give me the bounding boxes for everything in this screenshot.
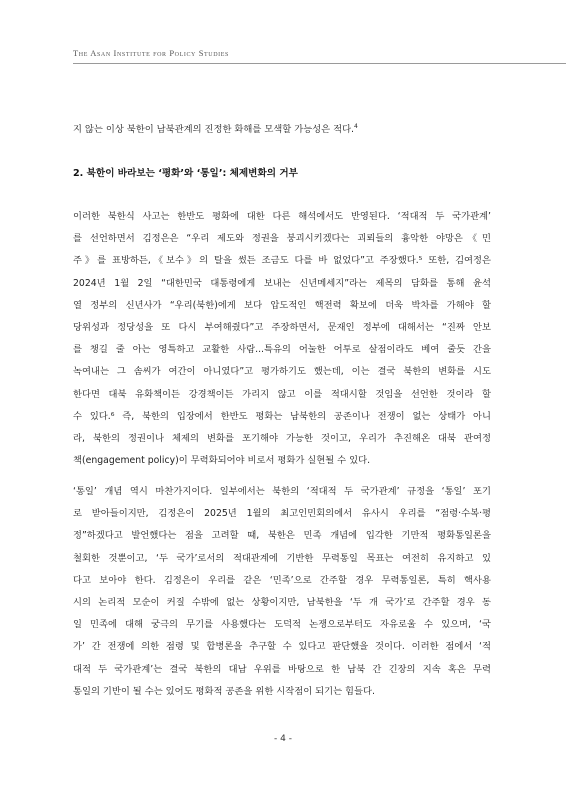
paragraph-2-line: 철회한 것뿐이고, ‘두 국가’로서의 적대관계에 기반한 무력통일 목표는 여전히 유지하고 있: [73, 552, 491, 564]
paragraph-2-line: 일 민족에 대해 궁극의 무기를 사용했다는 도덕적 논쟁으로부터도 자유로울 수 있으며, ‘국: [73, 619, 491, 631]
paragraph-1-line: 당위성과 정당성을 또 다시 부여해줬다”고 주장하면서, 문재인 정부에 대해서는 “진짜 안보: [73, 321, 491, 333]
footnote-ref: 4: [354, 122, 358, 130]
paragraph-1-line: 이러한 북한식 사고는 한반도 평화에 대한 다른 해석에서도 반영된다. ‘적대적 두 국가관계’: [73, 211, 491, 222]
paragraph-1-line: 주》를 표방하든,《보수》의 탈을 썼든 조금도 다를 바 없었다”고 주장했다.⁵ 또한, 김여정은: [73, 255, 491, 267]
paragraph-1: [73, 206, 491, 472]
paragraph-2-line: 시의 논리적 모순이 커질 수밖에 없는 상황이지만, 남북한을 ‘두 개 국가’로 간주할 경우 동: [73, 596, 491, 608]
paragraph-1-line: 2024년 1월 2일 “대한민국 대통령에게 보내는 신년메세지”라는 제목의 담화를 통해 윤석: [73, 277, 491, 289]
paragraph-2-line: 로 받아들이지만, 김정은이 2025년 1월의 최고인민회의에서 유사시 우리를 “점령·수복·평: [73, 508, 491, 520]
paragraph-2-line: 대적 두 국가관계’는 결국 북한의 대남 우위를 바탕으로 한 남북 간 긴장의 지속 혹은 무력: [73, 663, 491, 675]
paragraph-2-line: 다고 보아야 한다. 김정은이 우리를 같은 ‘민족’으로 간주할 경우 무력통일론, 특히 핵사용: [73, 574, 491, 586]
paragraph-2-line: 통일의 기반이 될 수는 있어도 평화적 공존을 위한 시작점이 되기는 힘들다.: [73, 685, 375, 697]
paragraph-1-line: 열 정부의 신년사가 “우리(북한)에게 보다 압도적인 핵전력 확보에 더욱 박차를 가해야 할: [73, 299, 491, 311]
paragraph-2-line: 정”하겠다고 발언했다는 점을 고려할 때, 북한은 민족 개념에 입각한 기만적 평화통일론을: [73, 530, 491, 542]
paragraph-1-line: 수 있다.⁶ 즉, 북한의 입장에서 한반도 평화는 남북한의 공존이나 전쟁이 없는 상태가 아니: [73, 410, 491, 422]
paragraph-1-line: 한다면 대북 유화책이든 강경책이든 가리지 않고 이를 적대시할 것임을 선언한 것이라 할: [73, 388, 491, 400]
paragraph-2: [73, 481, 491, 703]
running-header: The Asan Institute for Policy Studies: [73, 48, 229, 58]
paragraph-2-line: 가’ 간 전쟁에 의한 점령 및 합병론을 추구할 수 있다고 판단했을 것이다. 이러한 점에서 ‘적: [73, 641, 491, 653]
intro-line: [73, 119, 491, 141]
section-heading: 2. 북한이 바라보는 ‘평화’와 ‘통일’: 체제변화의 거부: [73, 168, 298, 179]
paragraph-1-line: 를 챙길 줄 아는 영특하고 교활한 사람...특유의 어눌한 어투로 살점이라도 베여 줄듯 간을: [73, 344, 491, 356]
paragraph-1-line: 책(engagement policy)이 무력화되어야 비로서 평화가 실현될 수 있다.: [73, 455, 371, 467]
page-number: - 4 -: [274, 734, 292, 744]
paragraph-1-line: 라, 북한의 정권이나 체제의 변화를 포기해야 가능한 것이고, 우리가 추진해온 대북 관여정: [73, 432, 491, 444]
intro-text: 지 않는 이상 북한이 남북관계의 진정한 화해를 모색할 가능성은 적다.: [73, 124, 355, 135]
header-divider: [73, 63, 566, 64]
paragraph-2-line: ‘통일’ 개념 역시 마찬가지이다. 일부에서는 북한의 ‘적대적 두 국가관계’ 규정을 ‘통일’ 포기: [73, 486, 491, 497]
paragraph-1-line: 녹여내는 그 솜씨가 여간이 아니였다”고 평가하기도 했는데, 이는 결국 북한의 변화를 시도: [73, 366, 491, 378]
paragraph-1-line: 를 선언하면서 김정은은 “우리 제도와 정권을 붕괴시키겠다는 괴뢰들의 흉악한 야망은《민: [73, 233, 491, 245]
